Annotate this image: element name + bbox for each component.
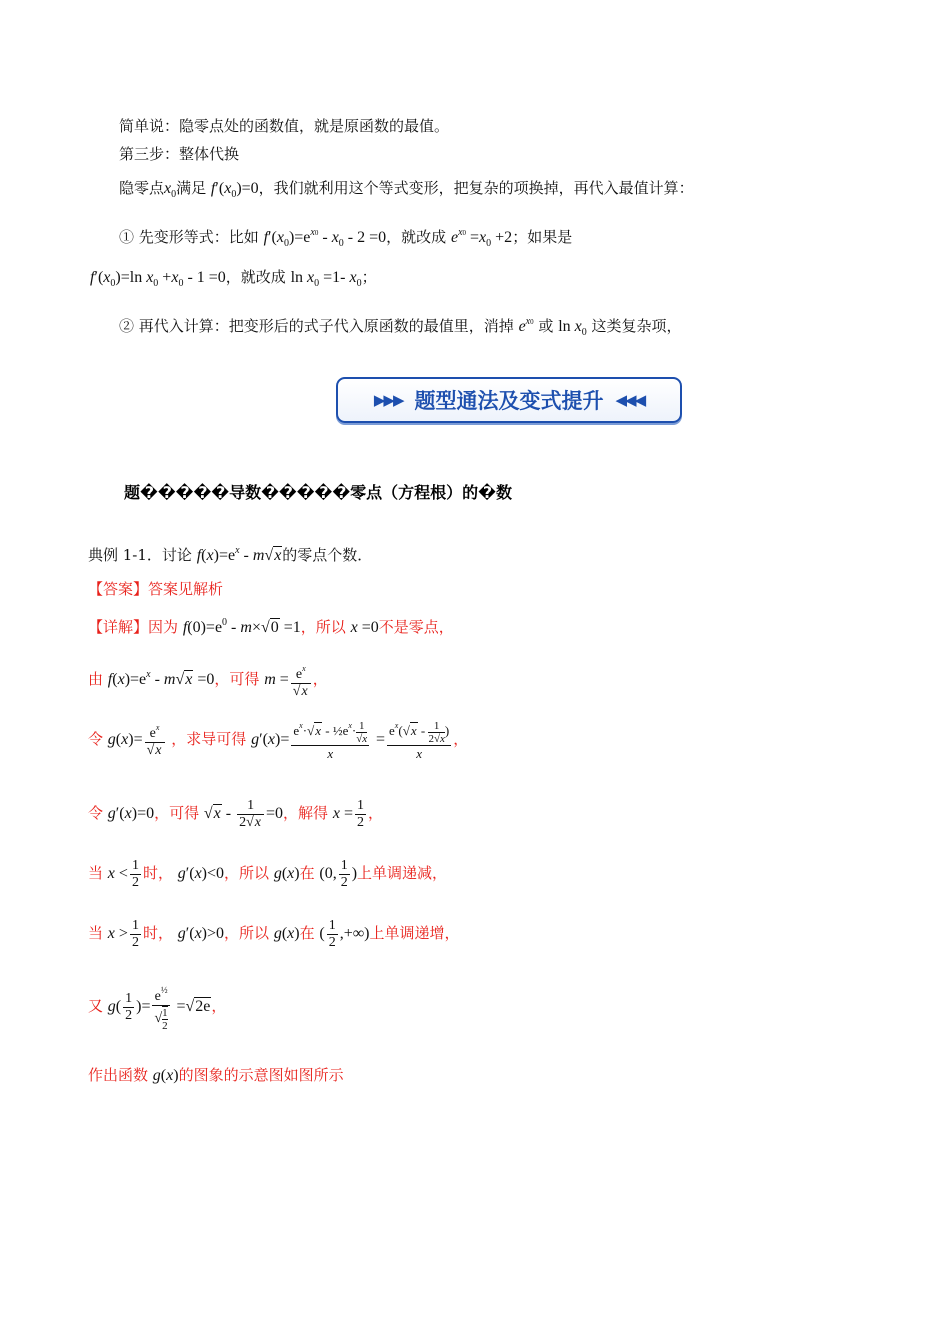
section-banner [336,377,682,423]
banner-title: 题型通法及变式提升 [414,389,604,413]
decreasing-line: 当 x < $\frac{1}{2}$ 时， g′(x)<0，所以 g(x)在 (0, $\frac{1}{2}$ )上单调递减， [88,857,448,890]
answer-line: 【答案】答案见解析 [88,580,224,598]
detail-line: 【详解】因为 $f(0)=e^0 - m\times√0 =1$，所以 x =0不是零点， [88,617,454,636]
min-value-line: 又 g( $\frac{1}{2}$ )= $e^{\frac{1}{2}}$ √ $\frac{1}{2}$ =√2e， [88,976,226,1037]
graph-line: 作出函数 g(x)的图象的示意图如图所示 [88,1066,344,1084]
section-heading: 题�����导数�����零点（方程根）的�数 [124,483,512,502]
increasing-line: 当 x > $\frac{1}{2}$ 时， g′(x)>0，所以 g(x)在 ( $\frac{1}{2}$ ,+∞)上单调递增， [88,917,460,950]
derivative-line: 令 g(x)= $\frac{e^x}{√x}$ ，求导可得 g′(x)= $e^x\cdot√x$ - $\frac{1}{2}e^x\cdot$ $\frac{1}{√x}$ x = $e^x(√x$ - $\frac{1}{2√x}$ ) x ， [88,719,469,761]
right-arrows-icon: ▶▶▶ [373,391,403,409]
intro-line-2: 第三步：整体代换 [119,145,240,163]
example-statement: 典例 1-1．讨论 $f(x)=e^x - m√x$的零点个数． [88,545,373,564]
intro-step-1: ① 先变形等式：比如 $f'(x_0)=e^{x0} - x_0 - 2 =0$，就改成 $e^{x0} =x_0 +2$；如果是 [119,227,573,249]
intro-step-1-cont: $f'(x_0)=\ln$ $x_0 +x_0 - 1 =0$，就改成 $\ln x_0 =1-$ $x_0$； [90,268,377,289]
left-arrows-icon: ◀◀◀ [615,391,645,409]
derive-m-line: 由 $f(x)=e^x - m√x =0$，可得 m = $\frac{e^x}{√x}$ ， [88,660,328,700]
intro-line-3: 隐零点$x_0$满足 $f'(x_0)=0$，我们就利用这个等式变形，把复杂的项换掉，再代入最值计算： [119,179,694,200]
critical-point-line: 令 g′(x)=0，可得 √x - $\frac{1}{2√x}$ =0，解得 x = $\frac{1}{2}$ ， [88,797,383,830]
intro-step-2: ② 再代入计算：把变形后的式子代入原函数的最值里，消掉 $e^{x0}$ 或 $\ln x_0$ 这类复杂项， [119,316,682,338]
intro-line-1: 简单说：隐零点处的函数值，就是原函数的最值。 [119,117,450,135]
